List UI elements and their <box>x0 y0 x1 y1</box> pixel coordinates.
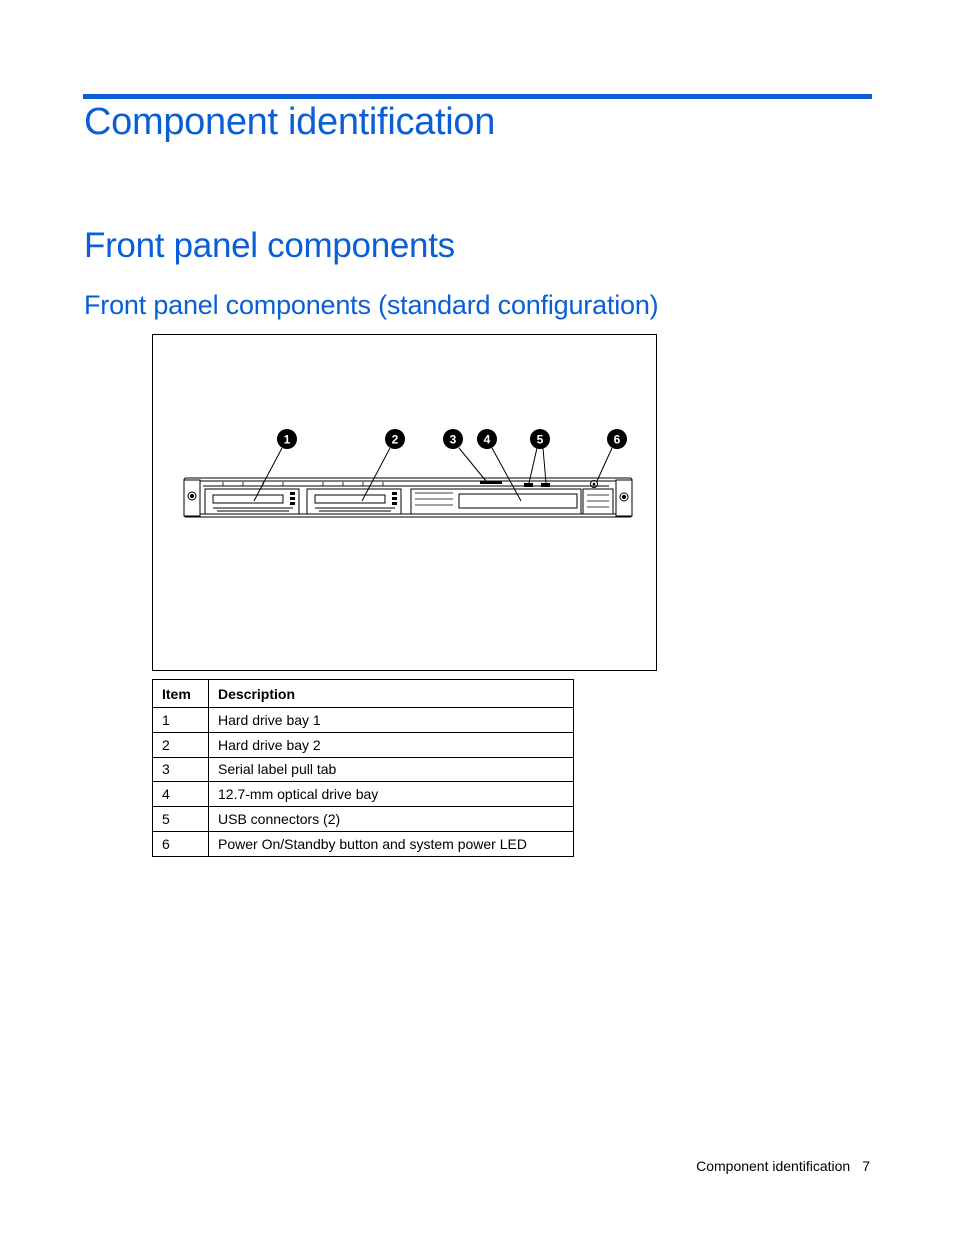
callout-3 <box>443 429 463 449</box>
row-item: 2 <box>153 732 209 757</box>
row-description: Hard drive bay 1 <box>209 708 574 733</box>
row-item: 3 <box>153 757 209 782</box>
svg-text:2: 2 <box>391 432 399 447</box>
header-item: Item <box>153 680 209 708</box>
svg-text:6: 6 <box>613 432 621 447</box>
row-item: 1 <box>153 708 209 733</box>
row-item: 6 <box>153 831 209 856</box>
row-item: 4 <box>153 782 209 807</box>
callout-2 <box>385 429 405 449</box>
row-item: 5 <box>153 807 209 832</box>
page-number: 7 <box>862 1158 870 1174</box>
row-description: USB connectors (2) <box>209 807 574 832</box>
row-description: Power On/Standby button and system power LED <box>209 831 574 856</box>
callout-1 <box>277 429 297 449</box>
table-row <box>153 831 574 856</box>
callout-5 <box>530 429 550 449</box>
callout-6 <box>607 429 627 449</box>
footer-section: Component identification <box>696 1158 851 1174</box>
table-row <box>153 732 574 757</box>
chapter-rule <box>83 94 872 99</box>
front-panel-figure <box>152 334 657 671</box>
table-row <box>153 807 574 832</box>
svg-text:5: 5 <box>536 432 544 447</box>
table-row <box>153 782 574 807</box>
row-description: Serial label pull tab <box>209 757 574 782</box>
chapter-title: Component identification <box>84 101 496 143</box>
table-row <box>153 708 574 733</box>
components-table <box>152 679 574 857</box>
svg-text:3: 3 <box>449 432 457 447</box>
server-front-panel-illustration <box>153 335 658 672</box>
section-title: Front panel components <box>84 226 455 265</box>
table-header-row <box>153 680 574 708</box>
callout-4 <box>477 429 497 449</box>
table-row <box>153 757 574 782</box>
subsection-title: Front panel components (standard configuration) <box>84 290 659 320</box>
page-footer <box>696 1158 870 1174</box>
svg-text:4: 4 <box>483 432 491 447</box>
svg-text:1: 1 <box>283 432 291 447</box>
row-description: Hard drive bay 2 <box>209 732 574 757</box>
row-description: 12.7-mm optical drive bay <box>209 782 574 807</box>
header-description: Description <box>209 680 574 708</box>
